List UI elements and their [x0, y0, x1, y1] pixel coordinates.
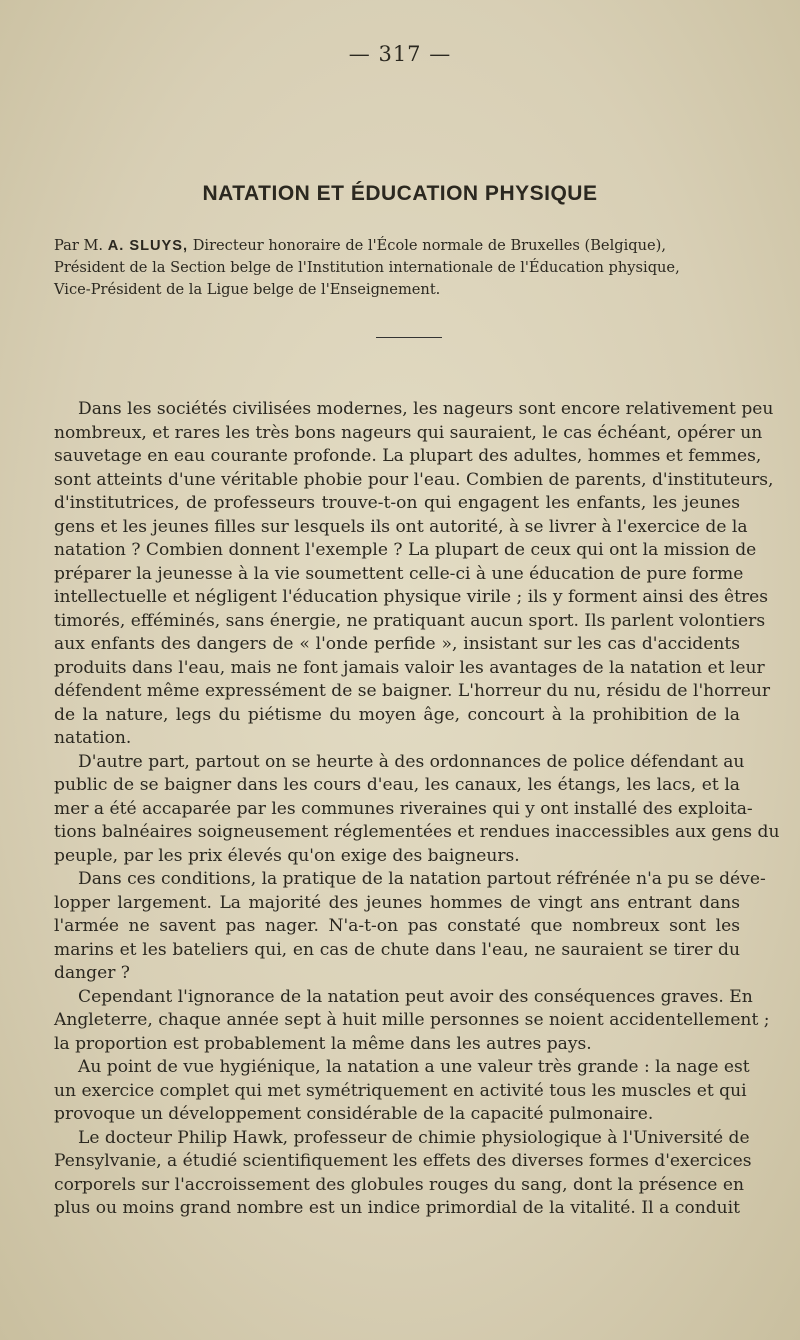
author-title: Directeur honoraire de l'École normale de Bruxelles (Belgique),	[188, 237, 666, 254]
body-line: produits dans l'eau, mais ne font jamais valoir les avantages de la natation et leur	[54, 657, 765, 678]
body-line: plus ou moins grand nombre est un indice primordial de la vitalité. Il a conduit	[54, 1198, 740, 1218]
body-line: public de se baigner dans les cours d'eau, les canaux, les étangs, les lacs, et la	[54, 775, 740, 795]
body-line: la proportion est probablement la même dans les autres pays.	[54, 1033, 592, 1054]
body-line: natation ? Combien donnent l'exemple ? La plupart de ceux qui ont la mission de	[54, 540, 757, 560]
body-line: provoque un développement considérable de la capacité pulmonaire.	[54, 1104, 654, 1124]
byline-line-1	[54, 235, 750, 257]
body-line: natation.	[54, 728, 132, 748]
body-line: d'institutrices, de professeurs trouve-t-on qui engagent les enfants, les jeunes	[54, 493, 740, 513]
body-line: Dans les sociétés civilisées modernes, les nageurs sont encore relativement peu	[78, 399, 774, 419]
article-title: NATATION ET ÉDUCATION PHYSIQUE	[202, 182, 598, 205]
body-line: lopper largement. La majorité des jeunes hommes de vingt ans entrant dans	[54, 892, 740, 913]
body-line: sont atteints d'une véritable phobie pour l'eau. Combien de parents, d'instituteurs,	[54, 469, 774, 490]
byline-line-2: Président de la Section belge de l'Institution internationale de l'Éducation physique,	[54, 259, 680, 276]
body-line: préparer la jeunesse à la vie soumettent celle-ci à une éducation de pure forme	[54, 563, 744, 584]
body-line: sauvetage en eau courante profonde. La plupart des adultes, hommes et femmes,	[54, 446, 762, 466]
body-line: gens et les jeunes filles sur lesquels ils ont autorité, à se livrer à l'exercice de la	[54, 516, 748, 537]
body-line: intellectuelle et négligent l'éducation physique virile ; ils y forment ainsi des êtres	[54, 587, 769, 607]
body-line: défendent même expressément de se baigner. L'horreur du nu, résidu de l'horreur	[54, 681, 771, 701]
body-line: l'armée ne savent pas nager. N'a-t-on pas constaté que nombreux sont les	[54, 916, 740, 936]
body-line: danger ?	[54, 963, 130, 983]
body-line: Angleterre, chaque année sept à huit mille personnes se noient accidentellement ;	[54, 1010, 770, 1030]
body-line: de la nature, legs du piétisme du moyen âge, concourt à la prohibition de la	[54, 704, 740, 725]
author-name: A. SLUYS,	[107, 238, 189, 254]
page-number: — 317 —	[348, 42, 452, 66]
body-line: nombreux, et rares les très bons nageurs qui sauraient, le cas échéant, opérer un	[54, 422, 763, 443]
body-line: peuple, par les prix élevés qu'on exige des baigneurs.	[54, 845, 520, 866]
body-line: corporels sur l'accroissement des globules rouges du sang, dont la présence en	[54, 1174, 744, 1195]
body-line: tions balnéaires soigneusement réglementées et rendues inaccessibles aux gens du	[54, 822, 780, 842]
article-body	[54, 398, 780, 1221]
body-line: Le docteur Philip Hawk, professeur de chimie physiologique à l'Université de	[78, 1127, 750, 1148]
body-line: un exercice complet qui met symétriquement en activité tous les muscles et qui	[54, 1080, 747, 1101]
body-line: marins et les bateliers qui, en cas de chute dans l'eau, ne sauraient se tirer du	[54, 939, 740, 960]
byline-line-3: Vice-Président de la Ligue belge de l'Enseignement.	[54, 281, 441, 298]
body-line: Cependant l'ignorance de la natation peut avoir des conséquences graves. En	[78, 986, 753, 1007]
body-line: Pensylvanie, a étudié scientifiquement les effets des diverses formes d'exercices	[54, 1151, 752, 1171]
body-line: aux enfants des dangers de « l'onde perfide », insistant sur les cas d'accidents	[54, 634, 740, 654]
body-line: Dans ces conditions, la pratique de la natation partout réfrénée n'a pu se déve-	[78, 869, 766, 889]
author-byline	[54, 235, 750, 301]
byline-prefix: Par M.	[54, 237, 108, 254]
body-line: timorés, efféminés, sans énergie, ne pratiquant aucun sport. Ils parlent volontiers	[54, 610, 766, 631]
body-line: mer a été accaparée par les communes riveraines qui y ont installé des exploita-	[54, 798, 753, 819]
body-line: Au point de vue hygiénique, la natation a une valeur très grande : la nage est	[78, 1057, 750, 1077]
title-separator-rule	[376, 337, 442, 338]
body-line: D'autre part, partout on se heurte à des ordonnances de police défendant au	[78, 751, 745, 772]
